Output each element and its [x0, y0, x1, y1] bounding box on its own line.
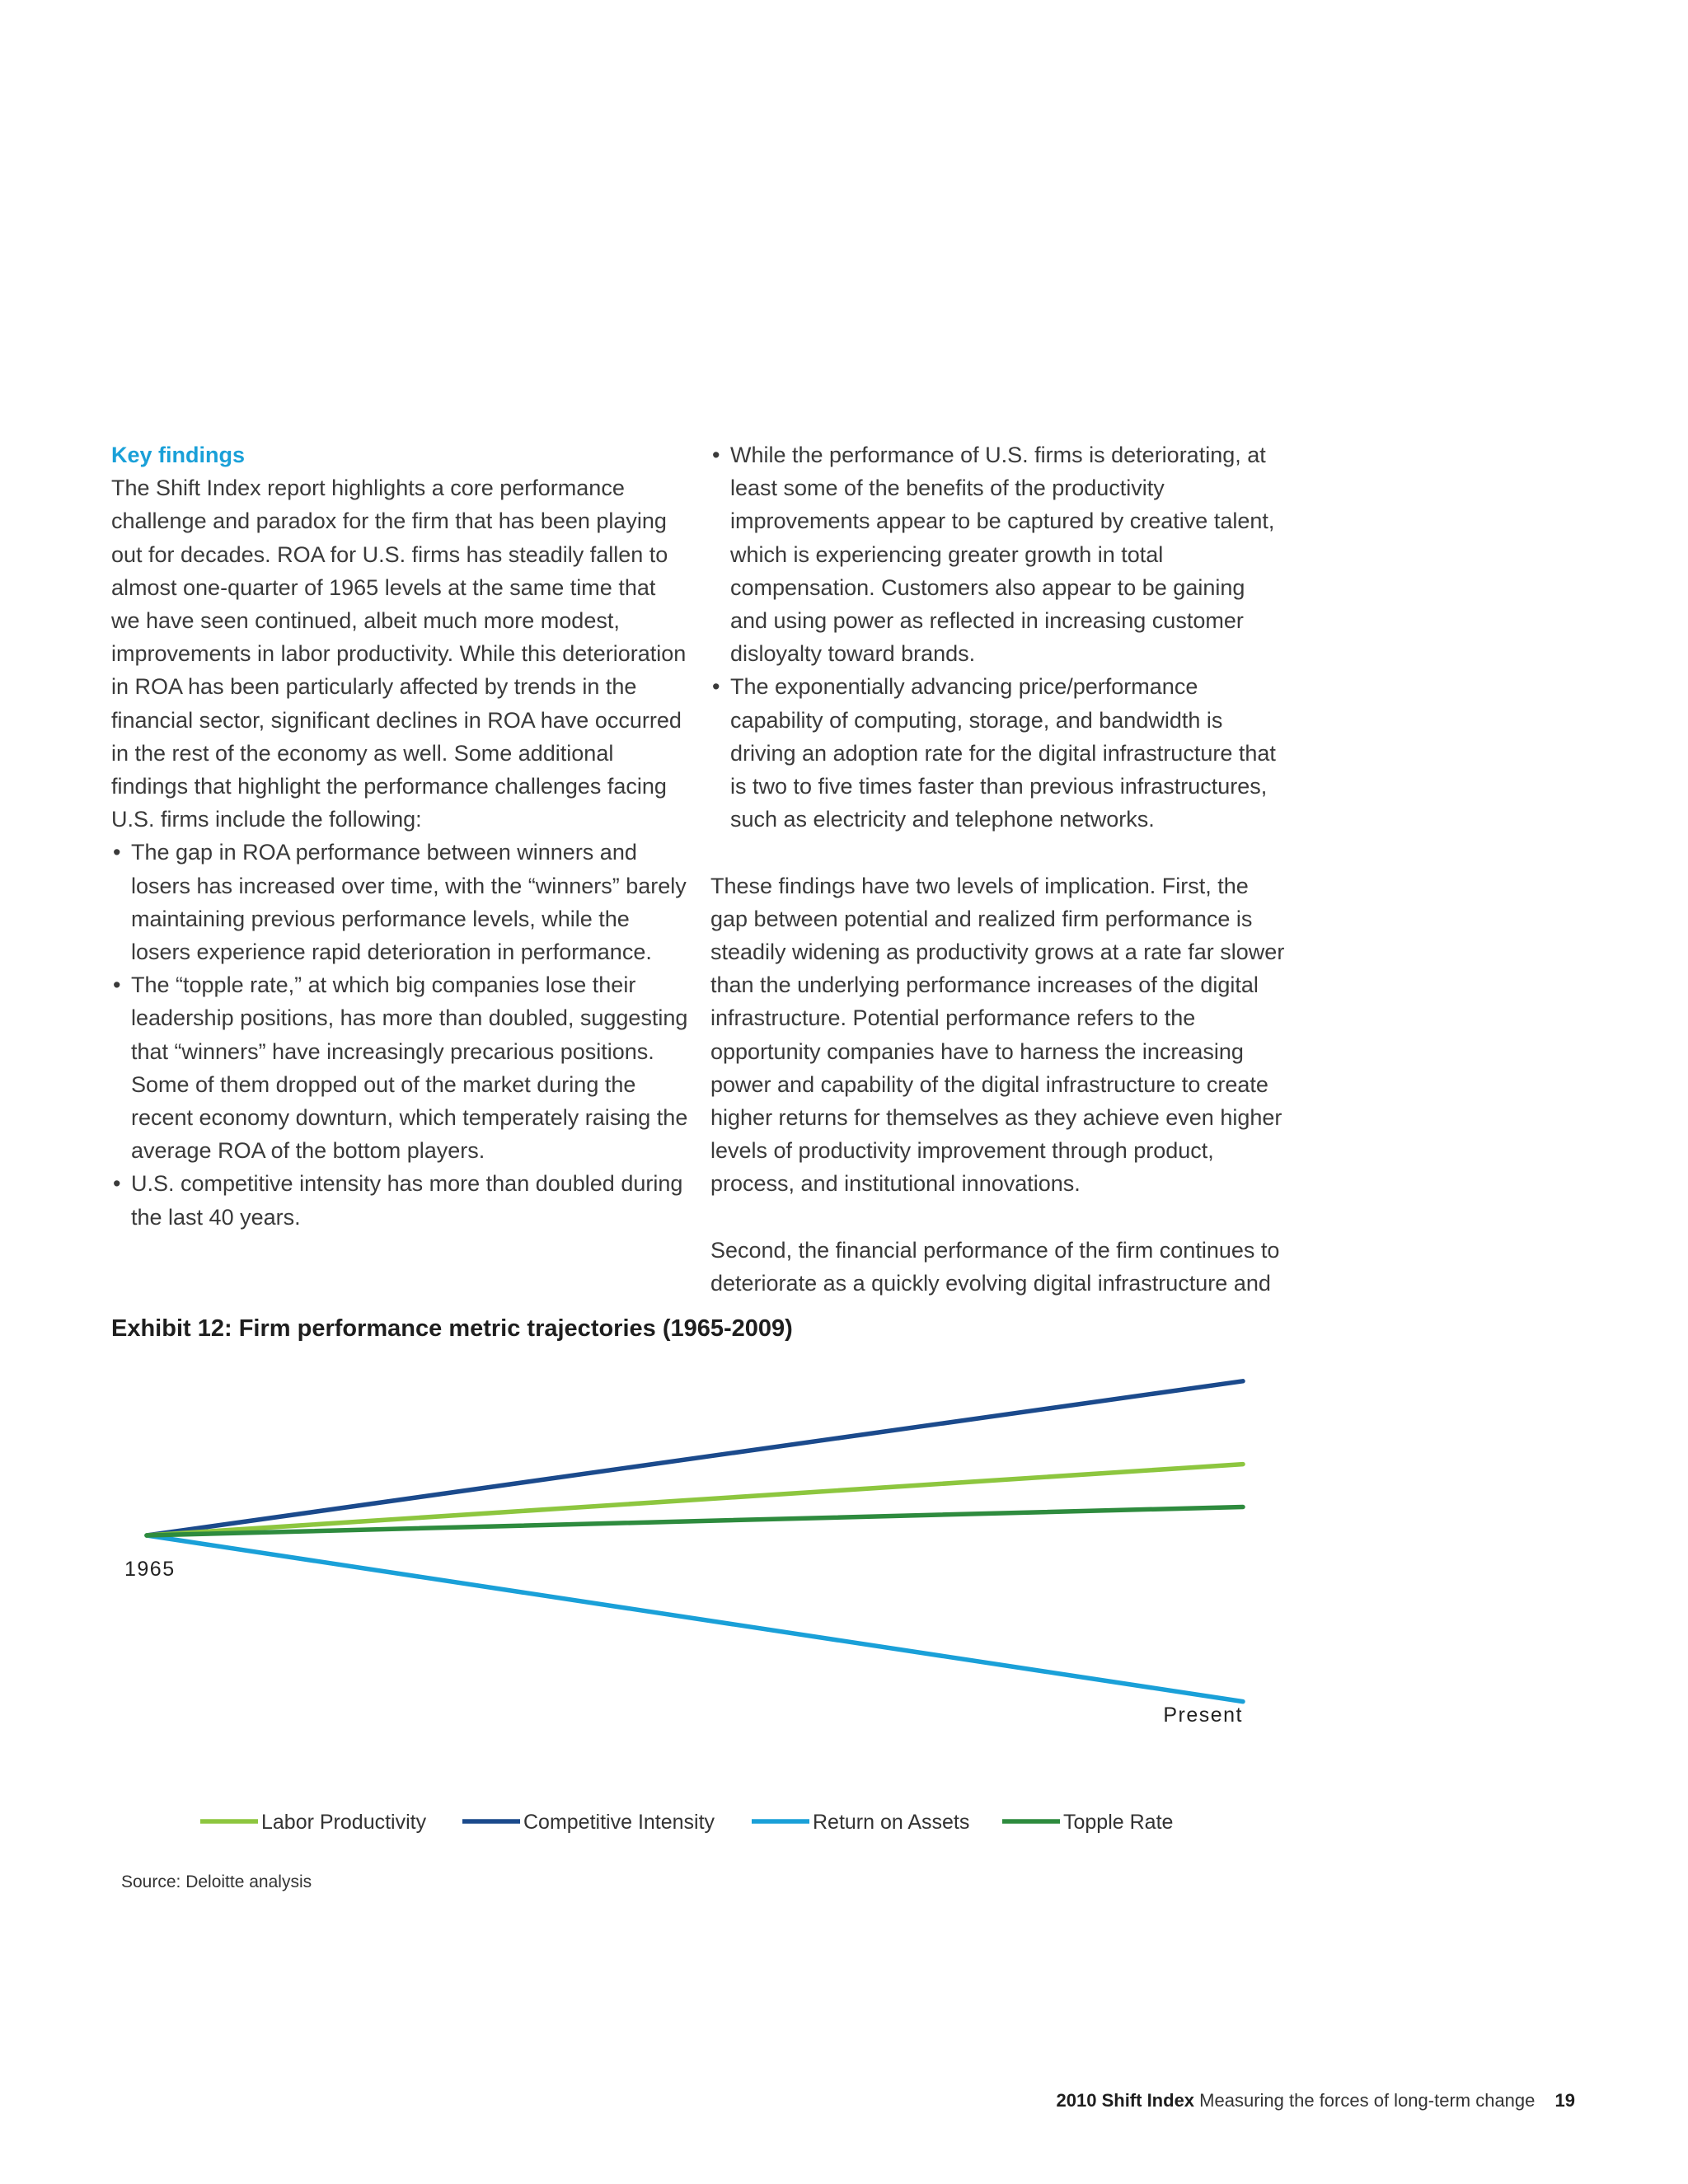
list-item: • The “topple rate,” at which big companies lose their leadership positions, has more than doubled, suggesting that “winners” have increasingly precarious positions. Some of them dropped out of the market during the recent economy downturn, which temperately raising the average ROA of the bottom players. — [111, 968, 688, 1167]
page-footer — [1057, 2090, 1575, 2111]
chart-legend — [200, 1811, 1173, 1834]
right-column — [710, 438, 1287, 1300]
findings-list — [111, 836, 688, 1233]
list-item: • The gap in ROA performance between winners and losers has increased over time, with the “winners” barely maintaining previous performance levels, while the losers experience rapid deterioration in performance. — [111, 836, 688, 968]
intro-paragraph: The Shift Index report highlights a core performance challenge and paradox for the firm that has been playing out for decades. ROA for U.S. firms has steadily fallen to almost one-quarter of 1965 levels at the same time that we have seen continued, albeit much more modest, improvements in labor productivity. While this deterioration in ROA has been particularly affected by trends in the financial sector, significant declines in ROA have occurred in the rest of the economy as well. Some additional findings that highlight the performance challenges facing U.S. firms include the following: — [111, 476, 687, 832]
series-line-topple-rate — [147, 1507, 1243, 1535]
second-implication-paragraph: Second, the financial performance of the firm continues to deteriorate as a quickly evolving digital infrastructure and — [710, 1237, 1280, 1296]
exhibit-title: Exhibit 12: Firm performance metric trajectories (1965-2009) — [111, 1315, 793, 1342]
legend-label: Return on Assets — [813, 1811, 970, 1834]
x-tick-label: Present — [1163, 1704, 1243, 1727]
left-column — [111, 438, 688, 1234]
x-tick-label: 1965 — [124, 1558, 176, 1581]
footer-brand: 2010 Shift Index — [1056, 2090, 1195, 2111]
list-item: • The exponentially advancing price/performance capability of computing, storage, and bandwidth is driving an adoption rate for the digital infrastructure that is two to five times faster than previous infrastructures, such as electricity and telephone networks. — [710, 670, 1287, 836]
legend-label: Topple Rate — [1063, 1811, 1174, 1834]
list-item: • While the performance of U.S. firms is deteriorating, at least some of the benefits of the productivity improvements appear to be captured by creative talent, which is experiencing greater growth in total compensation. Customers also appear to be gaining and using power as reflected in increasing customer disloyalty toward brands. — [710, 438, 1287, 670]
series-line-return-on-assets — [147, 1535, 1243, 1702]
legend-label: Competitive Intensity — [523, 1811, 715, 1834]
footer-tagline: Measuring the forces of long-term change — [1199, 2090, 1536, 2111]
section-heading: Key findings — [111, 443, 246, 467]
findings-list-continued — [710, 438, 1287, 836]
source-note: Source: Deloitte analysis — [121, 1872, 312, 1891]
series-line-labor-productivity — [147, 1465, 1243, 1535]
list-item: • U.S. competitive intensity has more than doubled during the last 40 years. — [111, 1167, 688, 1233]
series-line-competitive-intensity — [147, 1381, 1243, 1535]
implications-paragraph: These findings have two levels of implication. First, the gap between potential and realized firm performance is steadily widening as productivity grows at a rate far slower than the underlying performance increases of the digital infrastructure. Potential performance refers to the opportunity companies have to harness the increasing power and capability of the digital infrastructure to create higher returns for themselves as they achieve even higher levels of productivity improvement through product, process, and institutional innovations. — [710, 873, 1285, 1197]
page-number: 19 — [1554, 2090, 1575, 2111]
legend-label: Labor Productivity — [261, 1811, 427, 1834]
